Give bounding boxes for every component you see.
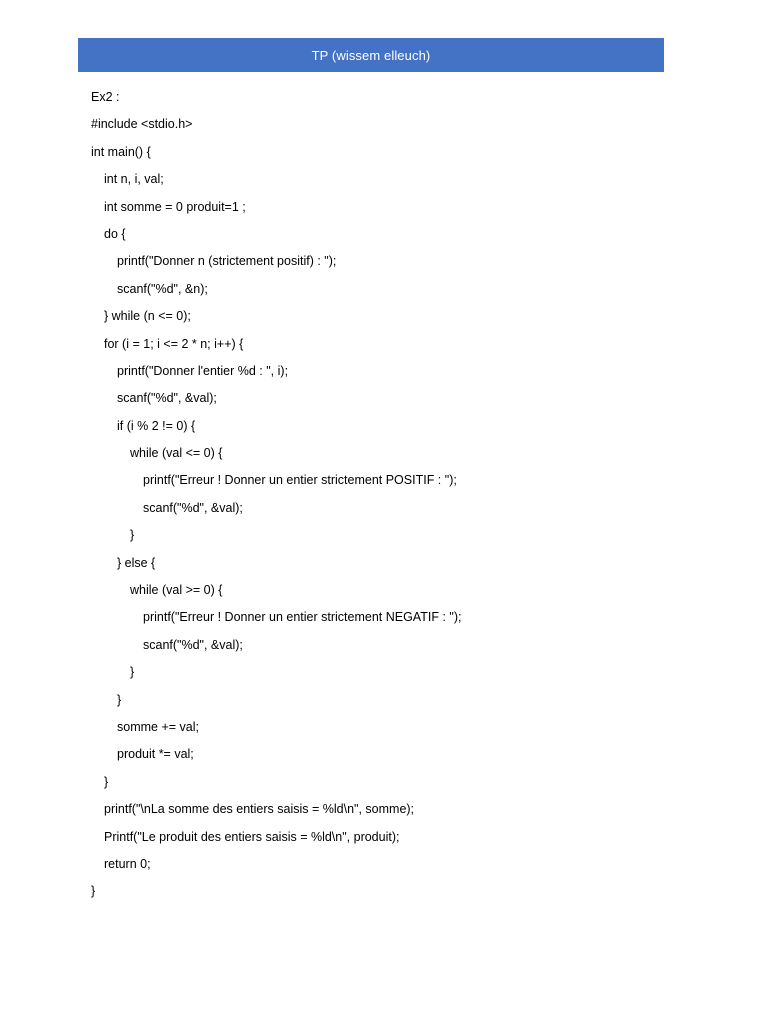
code-line: do { — [104, 226, 126, 241]
code-line: scanf("%d", &val); — [143, 637, 243, 652]
code-line: Ex2 : — [91, 90, 120, 104]
code-line: for (i = 1; i <= 2 * n; i++) { — [104, 336, 244, 351]
code-listing — [91, 84, 671, 906]
code-line: #include <stdio.h> — [91, 117, 193, 132]
code-line: scanf("%d", &n); — [117, 281, 208, 296]
code-line: int somme = 0 produit=1 ; — [104, 199, 246, 214]
code-line: produit *= val; — [117, 747, 194, 762]
code-line: int n, i, val; — [104, 172, 164, 187]
code-line: scanf("%d", &val); — [143, 500, 243, 515]
code-line: Printf("Le produit des entiers saisis = %ld\n", produit); — [104, 829, 400, 844]
code-line: printf("Erreur ! Donner un entier strictement NEGATIF : "); — [143, 610, 462, 625]
code-line: } else { — [117, 555, 156, 570]
code-line: printf("Donner n (strictement positif) : "); — [117, 254, 337, 269]
code-line: } — [104, 774, 109, 789]
code-line: while (val >= 0) { — [130, 583, 223, 598]
code-line: return 0; — [104, 856, 151, 871]
code-line: printf("\nLa somme des entiers saisis = %ld\n", somme); — [104, 802, 415, 817]
code-line: } — [130, 528, 135, 543]
code-line: printf("Erreur ! Donner un entier strictement POSITIF : "); — [143, 473, 457, 488]
code-line: printf("Donner l'entier %d : ", i); — [117, 363, 289, 378]
code-line: } — [117, 692, 122, 707]
code-line: } while (n <= 0); — [104, 309, 191, 324]
code-line: scanf("%d", &val); — [117, 391, 217, 406]
code-line: somme += val; — [117, 719, 199, 734]
code-line: int main() { — [91, 144, 151, 159]
code-line: if (i % 2 != 0) { — [117, 418, 196, 433]
code-line: } — [91, 884, 96, 899]
document-header-bar — [78, 38, 664, 72]
document-title: TP (wissem elleuch) — [311, 47, 431, 63]
code-line: while (val <= 0) { — [130, 446, 223, 461]
code-line: } — [130, 665, 135, 680]
